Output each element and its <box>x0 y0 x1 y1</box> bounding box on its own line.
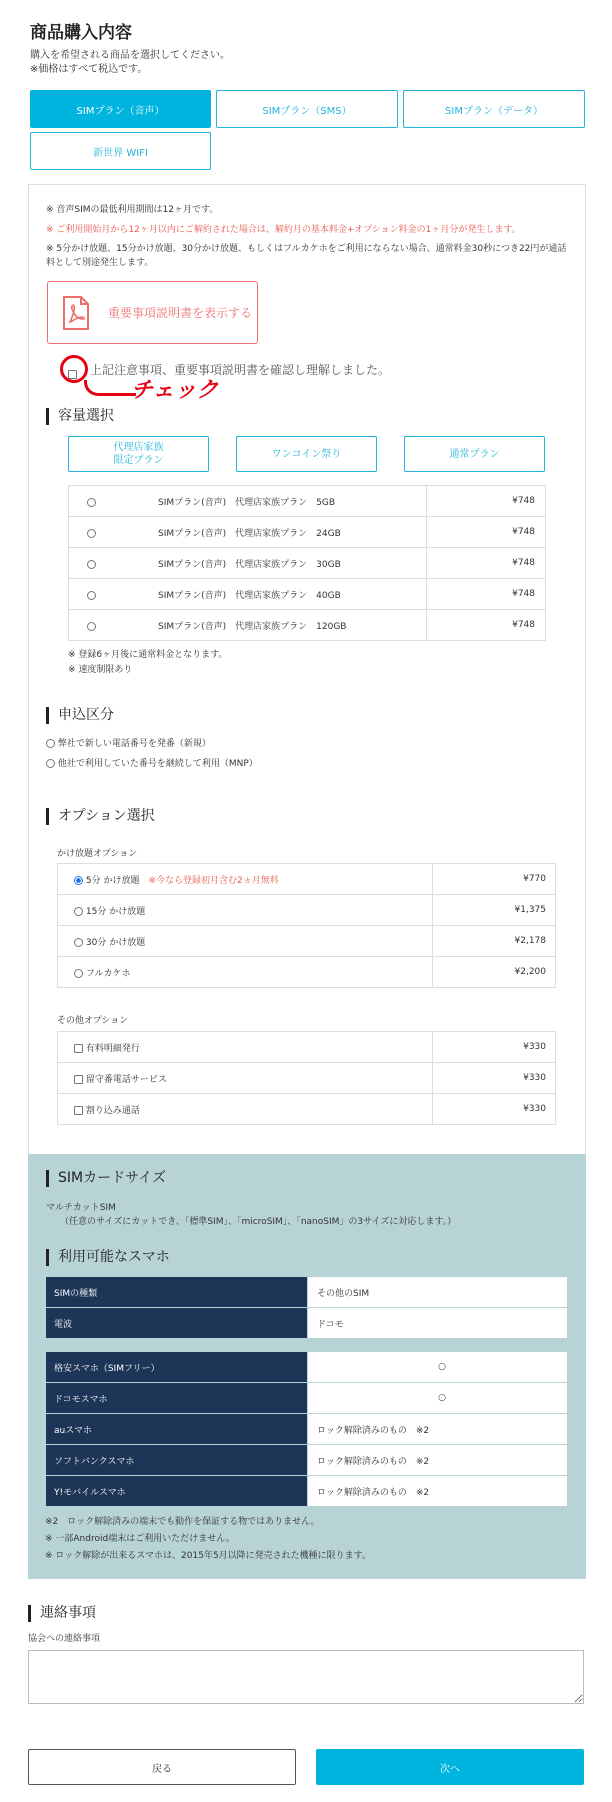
option-name: フルカケホ <box>85 968 131 979</box>
option-name: 5分 かけ放題 <box>85 875 140 886</box>
other-options-table <box>57 1031 556 1125</box>
option-name: 15分 かけ放題 <box>85 906 146 917</box>
option-name: 割り込み通話 <box>85 1105 140 1116</box>
phones-note-1: ※2 ロック解除済みの端末でも動作を保証する物ではありません。 <box>45 1517 320 1527</box>
compatible-phones-table <box>45 1351 568 1507</box>
option-name: 30分 かけ放題 <box>85 937 146 948</box>
note-call-charge: ※ 5分かけ放題、15分かけ放題、30分かけ放題、もしくはフルカケホをご利用にならない場合、通常料金30秒につき22円が通話料として別途発生します。 <box>46 244 567 268</box>
table-row <box>46 1352 568 1383</box>
table-row[interactable] <box>58 1094 556 1125</box>
plan-price: ¥748 <box>427 610 546 641</box>
table-row <box>46 1476 568 1507</box>
tab-sim-data[interactable]: SIMプラン（データ） <box>403 90 585 128</box>
row-value: ドコモ <box>308 1308 568 1339</box>
option-price: ¥330 <box>433 1032 556 1063</box>
radio-mnp[interactable] <box>46 759 55 768</box>
plan-name: SIMプラン(音声) 代理店家族プラン 30GB <box>158 559 341 570</box>
table-row[interactable] <box>58 1032 556 1063</box>
row-key: ソフトバンクスマホ <box>46 1445 308 1476</box>
row-key: 電波 <box>46 1308 308 1339</box>
application-mnp[interactable]: 他社で利用していた番号を継続して利用（MNP） <box>46 756 258 769</box>
call-option-radio[interactable] <box>74 938 83 947</box>
row-value: ○ <box>308 1383 568 1414</box>
note-min-period: ※ 音声SIMの最低利用期間は12ヶ月です。 <box>46 205 219 215</box>
plan-name: SIMプラン(音声) 代理店家族プラン 40GB <box>158 590 341 601</box>
table-row[interactable] <box>69 486 546 517</box>
phones-title: 利用可能なスマホ <box>46 1249 170 1266</box>
annotation-pointer <box>84 380 136 396</box>
contact-textarea[interactable] <box>28 1650 584 1704</box>
page-title: 商品購入内容 <box>30 23 132 43</box>
option-name: 留守番電話サービス <box>85 1074 167 1085</box>
option-price: ¥1,375 <box>433 895 556 926</box>
options-title: オプション選択 <box>46 808 155 825</box>
option-price: ¥330 <box>433 1094 556 1125</box>
pdf-icon <box>62 296 90 330</box>
tab-sim-sms[interactable]: SIMプラン（SMS） <box>216 90 398 128</box>
row-value: ○ <box>308 1352 568 1383</box>
plan-name: SIMプラン(音声) 代理店家族プラン 24GB <box>158 528 341 539</box>
capacity-table <box>68 485 546 641</box>
table-row <box>46 1308 568 1339</box>
annotation-check-label: チェック <box>131 378 219 403</box>
option-price: ¥2,200 <box>433 957 556 988</box>
row-value: ロック解除済みのもの ※2 <box>308 1476 568 1507</box>
call-options-label: かけ放題オプション <box>57 849 138 859</box>
important-doc-button[interactable] <box>47 281 258 344</box>
call-option-radio[interactable] <box>74 907 83 916</box>
important-doc-label: 重要事項説明書を表示する <box>108 306 253 320</box>
plan-one-coin-button[interactable]: ワンコイン祭り <box>236 436 377 472</box>
other-option-checkbox[interactable] <box>74 1106 83 1115</box>
confirm-label: 上記注意事項、重要事項説明書を確認し理解しました。 <box>90 363 391 377</box>
table-row <box>46 1445 568 1476</box>
capacity-radio[interactable] <box>87 498 96 507</box>
option-price: ¥330 <box>433 1063 556 1094</box>
row-key: Y!モバイルスマホ <box>46 1476 308 1507</box>
capacity-radio[interactable] <box>87 560 96 569</box>
table-row <box>46 1414 568 1445</box>
table-row[interactable] <box>58 926 556 957</box>
application-new[interactable]: 弊社で新しい電話番号を発番（新規） <box>46 736 211 749</box>
table-row <box>46 1277 568 1308</box>
plan-price: ¥748 <box>427 548 546 579</box>
row-value: ロック解除済みのもの ※2 <box>308 1414 568 1445</box>
capacity-note-1: ※ 登録6ヶ月後に通常料金となります。 <box>68 650 228 660</box>
capacity-radio[interactable] <box>87 591 96 600</box>
back-button[interactable]: 戻る <box>28 1749 296 1785</box>
sim-size-title: SIMカードサイズ <box>46 1170 166 1187</box>
table-row <box>46 1383 568 1414</box>
table-row[interactable] <box>58 895 556 926</box>
table-row[interactable] <box>69 517 546 548</box>
table-row[interactable] <box>58 957 556 988</box>
table-row[interactable] <box>58 864 556 895</box>
option-price: ¥770 <box>433 864 556 895</box>
other-option-checkbox[interactable] <box>74 1075 83 1084</box>
call-option-radio[interactable] <box>74 969 83 978</box>
phones-note-3: ※ ロック解除が出来るスマホは、2015年5月以降に発売された機種に限ります。 <box>45 1551 371 1561</box>
application-title: 申込区分 <box>46 707 114 724</box>
row-key: auスマホ <box>46 1414 308 1445</box>
contact-title: 連絡事項 <box>28 1605 96 1622</box>
sim-size-type: マルチカットSIM <box>46 1203 116 1213</box>
table-row[interactable] <box>69 579 546 610</box>
radio-new[interactable] <box>46 739 55 748</box>
capacity-radio[interactable] <box>87 622 96 631</box>
contact-label: 協会への連絡事項 <box>28 1634 101 1644</box>
option-name: 有料明細発行 <box>85 1043 140 1054</box>
other-options-label: その他オプション <box>57 1016 129 1026</box>
row-key: 格安スマホ（SIMフリー） <box>46 1352 308 1383</box>
sim-size-desc: （任意のサイズにカットでき、「標準SIM」、「microSIM」、「nanoSIM」の3サイズに対応します。） <box>60 1217 457 1227</box>
promo-text: ※今なら登録初月含む2ヵ月無料 <box>148 875 279 886</box>
call-option-radio[interactable] <box>74 876 83 885</box>
row-value: ロック解除済みのもの ※2 <box>308 1445 568 1476</box>
plan-name: SIMプラン(音声) 代理店家族プラン 120GB <box>158 621 347 632</box>
annotation-circle <box>60 355 88 383</box>
plan-normal-button[interactable]: 通常プラン <box>404 436 545 472</box>
plan-price: ¥748 <box>427 486 546 517</box>
note-cancellation: ※ ご利用開始月から12ヶ月以内にご解約された場合は、解約月の基本料金+オプション料金の1ヶ月分が発生します。 <box>46 225 521 235</box>
next-button[interactable]: 次へ <box>316 1749 584 1785</box>
plan-name: SIMプラン(音声) 代理店家族プラン 5GB <box>158 497 336 508</box>
tax-note: ※価格はすべて税込です。 <box>30 64 148 75</box>
row-key: ドコモスマホ <box>46 1383 308 1414</box>
table-row[interactable] <box>69 548 546 579</box>
phones-note-2: ※ 一部Android端末はご利用いただけません。 <box>45 1534 235 1544</box>
tab-wifi[interactable]: 新世界 WIFI <box>30 132 211 170</box>
sim-type-table <box>45 1276 568 1339</box>
plan-price: ¥748 <box>427 517 546 548</box>
table-row[interactable] <box>58 1063 556 1094</box>
row-value: その他のSIM <box>308 1277 568 1308</box>
capacity-title: 容量選択 <box>46 408 114 425</box>
row-key: SIMの種類 <box>46 1277 308 1308</box>
page-subtitle: 購入を希望される商品を選択してください。 <box>30 50 230 61</box>
option-price: ¥2,178 <box>433 926 556 957</box>
tab-sim-voice[interactable]: SIMプラン（音声） <box>30 90 211 128</box>
capacity-note-2: ※ 速度制限あり <box>68 665 133 675</box>
plan-price: ¥748 <box>427 579 546 610</box>
call-options-table <box>57 863 556 988</box>
capacity-radio[interactable] <box>87 529 96 538</box>
other-option-checkbox[interactable] <box>74 1044 83 1053</box>
table-row[interactable] <box>69 610 546 641</box>
plan-agent-family-button[interactable]: 代理店家族 限定プラン <box>68 436 209 472</box>
